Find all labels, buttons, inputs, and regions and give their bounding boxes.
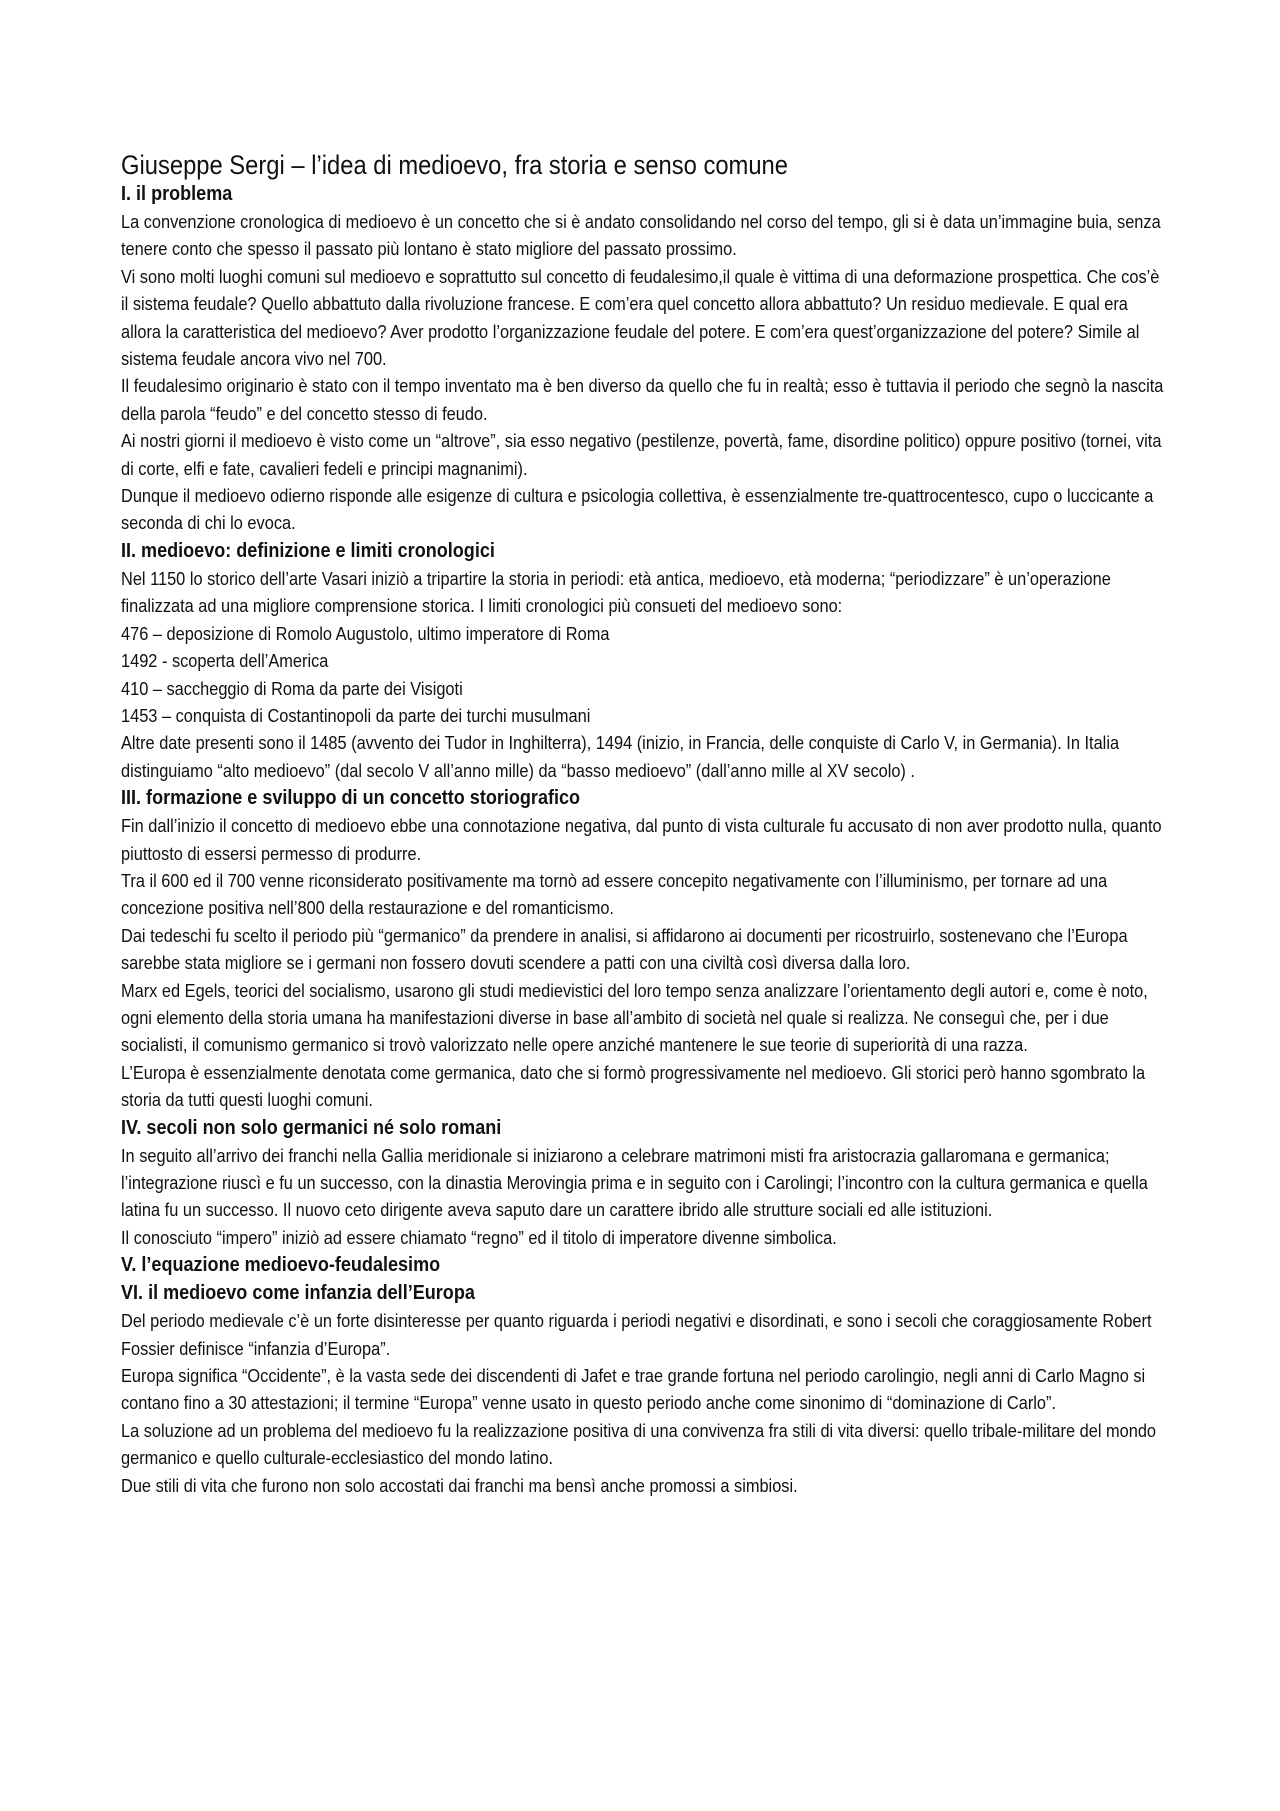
paragraph: Dunque il medioevo odierno risponde alle esigenze di cultura e psicologia collettiva, è essenzialmente tre-quattrocentesco, cupo o luccicante a seconda di chi lo evoca. xyxy=(121,485,1154,534)
paragraph: Europa significa “Occidente”, è la vasta sede dei discendenti di Jafet e trae grande fortuna nel periodo carolingio, negli anni di Carlo Magno si contano fino a 30 attestazioni; il termine “Europa” venne usato in questo periodo anche come sinonimo di “dominazione di Carlo”. xyxy=(121,1365,1146,1414)
paragraph: Marx ed Egels, teorici del socialismo, usarono gli studi medievistici del loro tempo senza analizzare l’orientamento degli autori e, come è noto, ogni elemento della storia umana ha manifestazioni diverse in base all’ambito di società nel quale si realizza. Ne conseguì che, per i due socialisti, il comunismo germanico si trovò valorizzato nelle opere anziché mantenere le sue teorie di superiorità di una razza. xyxy=(121,979,1148,1056)
paragraph: Il conosciuto “impero” iniziò ad essere chiamato “regno” ed il titolo di imperatore divenne simbolica. xyxy=(121,1226,837,1248)
paragraph: Dai tedeschi fu scelto il periodo più “germanico” da prendere in analisi, si affidarono ai documenti per ricostruirlo, sostenevano che l’Europa sarebbe stata migliore se i germani non fossero dovuti scendere a patti con una civiltà così diversa dalla loro. xyxy=(121,924,1128,974)
document-title: Giuseppe Sergi – l’idea di medioevo, fra storia e senso comune xyxy=(121,150,788,180)
date-line: 476 – deposizione di Romolo Augustolo, ultimo imperatore di Roma xyxy=(121,622,610,644)
paragraph: Ai nostri giorni il medioevo è visto come un “altrove”, sia esso negativo (pestilenze, povertà, fame, disordine politico) oppure positivo (tornei, vita di corte, elfi e fate, cavalieri fedeli e principi magnanimi). xyxy=(121,430,1162,479)
paragraph: Nel 1150 lo storico dell’arte Vasari iniziò a tripartire la storia in periodi: età antica, medioevo, età moderna; “periodizzare” è un’operazione finalizzata ad una migliore comprensione storica. I limiti cronologici più consueti del medioevo sono: xyxy=(121,567,1111,617)
section-heading: II. medioevo: definizione e limiti cronologici xyxy=(121,538,495,562)
document-page xyxy=(121,150,1171,1499)
paragraph: In seguito all’arrivo dei franchi nella Gallia meridionale si iniziarono a celebrare matrimoni misti fra aristocrazia gallaromana e germanica; l’integrazione riuscì e fu un successo, con la dinastia Merovingia prima e in seguito con i Carolingi; l’incontro con la cultura germanica e quella latina fu un successo. Il nuovo ceto dirigente aveva saputo dare un carattere ibrido alle strutture sociali ed alle istituzioni. xyxy=(121,1144,1148,1221)
paragraph: Del periodo medievale c’è un forte disinteresse per quanto riguarda i periodi negativi e disordinati, e sono i secoli che coraggiosamente Robert Fossier definisce “infanzia d’Europa”. xyxy=(121,1310,1152,1359)
section-heading: I. il problema xyxy=(121,182,233,205)
paragraph: Tra il 600 ed il 700 venne riconsiderato positivamente ma tornò ad essere concepito negativamente con l’illuminismo, per tornare ad una concezione positiva nell’800 della restaurazione e del romanticismo. xyxy=(121,869,1108,919)
date-line: 1453 – conquista di Costantinopoli da parte dei turchi musulmani xyxy=(121,704,591,726)
paragraph: La soluzione ad un problema del medioevo fu la realizzazione positiva di una convivenza fra stili di vita diversi: quello tribale-militare del mondo germanico e quello culturale-ecclesiastico del mondo latino. xyxy=(121,1419,1157,1469)
paragraph: Vi sono molti luoghi comuni sul medioevo e soprattutto sul concetto di feudalesimo,il quale è vittima di una deformazione prospettica. Che cos’è il sistema feudale? Quello abbattuto dalla rivoluzione francese. E com’era quel concetto allora abbattuto? Un residuo medievale. E qual era allora la caratteristica del medioevo? Aver prodotto l’organizzazione feudale del potere. E com’era quest’organizzazione del potere? Simile al sistema feudale ancora vivo nel 700. xyxy=(121,265,1160,370)
section-heading: VI. il medioevo come infanzia dell’Europa xyxy=(121,1281,475,1305)
paragraph: L’Europa è essenzialmente denotata come germanica, dato che si formò progressivamente nel medioevo. Gli storici però hanno sgombrato la storia da tutti questi luoghi comuni. xyxy=(121,1061,1146,1111)
section-heading: IV. secoli non solo germanici né solo romani xyxy=(121,1115,502,1139)
paragraph: Altre date presenti sono il 1485 (avvento dei Tudor in Inghilterra), 1494 (inizio, in Francia, delle conquiste di Carlo V, in Germania). In Italia distinguiamo “alto medioevo” (dal secolo V all’anno mille) da “basso medioevo” (dall’anno mille al XV secolo) . xyxy=(121,732,1120,781)
date-line: 410 – saccheggio di Roma da parte dei Visigoti xyxy=(121,677,463,699)
paragraph: Due stili di vita che furono non solo accostati dai franchi ma bensì anche promossi a simbiosi. xyxy=(121,1474,798,1496)
paragraph: Il feudalesimo originario è stato con il tempo inventato ma è ben diverso da quello che fu in realtà; esso è tuttavia il periodo che segnò la nascita della parola “feudo” e del concetto stesso di feudo. xyxy=(121,375,1164,424)
section-heading: III. formazione e sviluppo di un concetto storiografico xyxy=(121,786,581,810)
date-line: 1492 - scoperta dell’America xyxy=(121,650,329,672)
paragraph: La convenzione cronologica di medioevo è un concetto che si è andato consolidando nel corso del tempo, gli si è data un’immagine buia, senza tenere conto che spesso il passato più lontano è stato migliore del passato prossimo. xyxy=(121,211,1161,260)
paragraph: Fin dall’inizio il concetto di medioevo ebbe una connotazione negativa, dal punto di vista culturale fu accusato di non aver prodotto nulla, quanto piuttosto di essersi permesso di produrre. xyxy=(121,815,1162,864)
section-heading: V. l’equazione medioevo-feudalesimo xyxy=(121,1253,441,1277)
